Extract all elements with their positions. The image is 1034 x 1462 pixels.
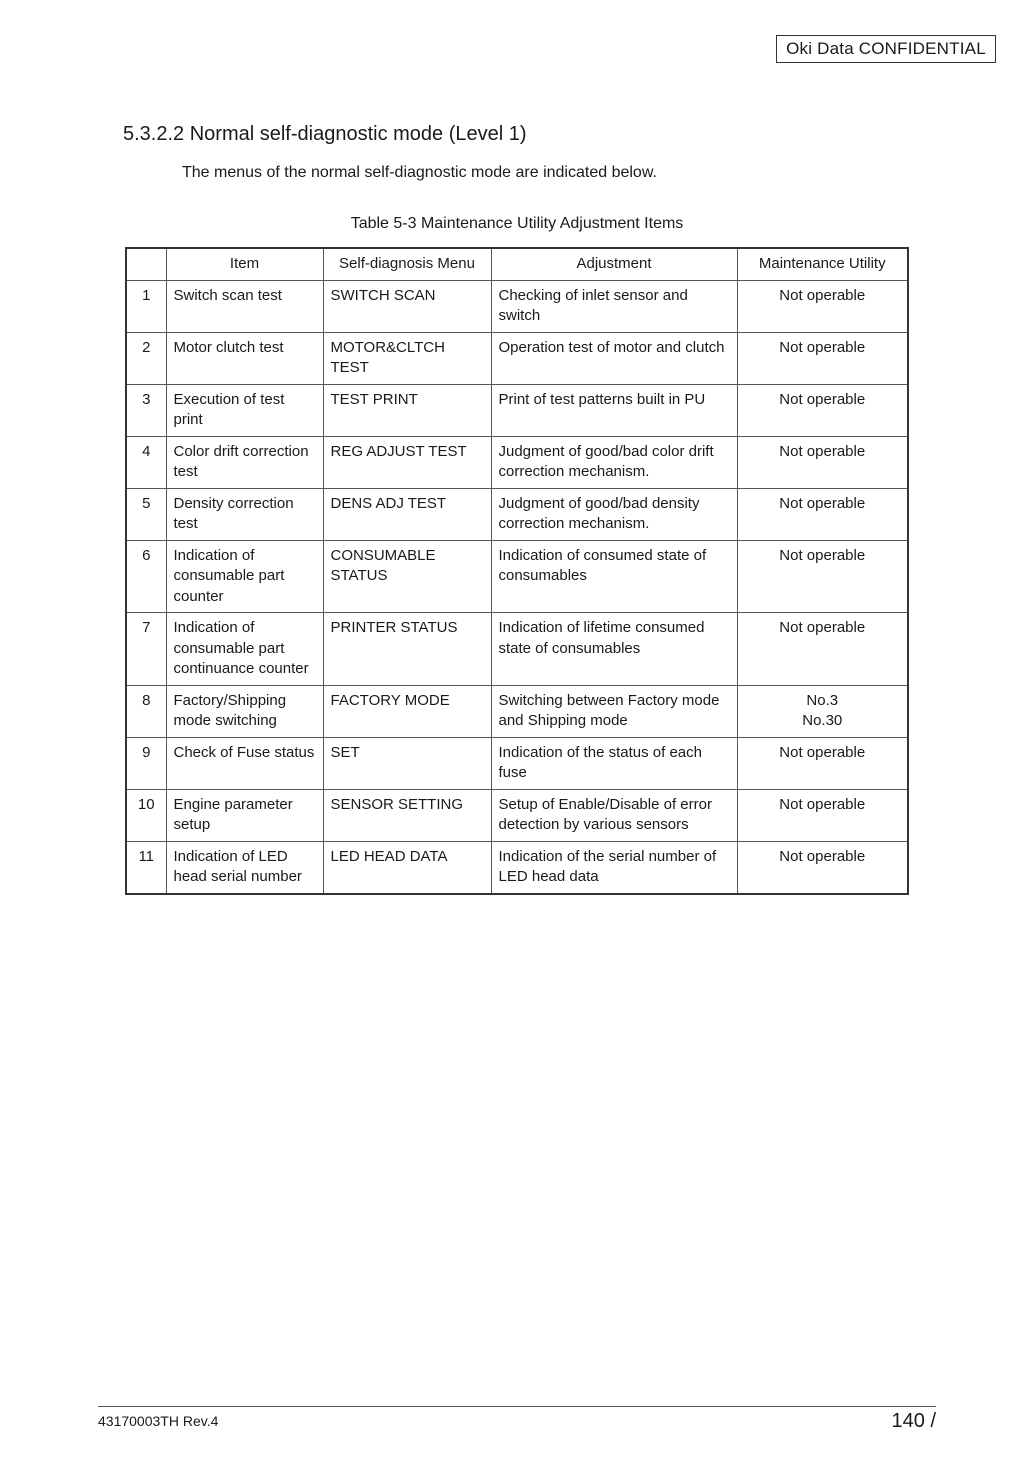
row-menu: MOTOR&CLTCH TEST xyxy=(323,332,491,384)
header-self-diagnosis-menu: Self-diagnosis Menu xyxy=(323,248,491,280)
row-adjustment: Indication of consumed state of consumables xyxy=(491,540,737,613)
row-number: 1 xyxy=(126,280,166,332)
row-adjustment: Operation test of motor and clutch xyxy=(491,332,737,384)
row-number: 5 xyxy=(126,488,166,540)
table-row xyxy=(126,737,908,789)
row-item: Color drift correction test xyxy=(166,436,323,488)
footer-page-number: 140 / xyxy=(891,1410,936,1432)
row-adjustment: Indication of lifetime consumed state of consumables xyxy=(491,613,737,686)
row-item: Factory/Shipping mode switching xyxy=(166,685,323,737)
table-row xyxy=(126,841,908,894)
table-row xyxy=(126,540,908,613)
row-menu: SENSOR SETTING xyxy=(323,789,491,841)
row-number: 2 xyxy=(126,332,166,384)
row-utility: Not operable xyxy=(737,384,908,436)
row-number: 3 xyxy=(126,384,166,436)
row-item: Engine parameter setup xyxy=(166,789,323,841)
table-row xyxy=(126,436,908,488)
row-number: 4 xyxy=(126,436,166,488)
row-item: Check of Fuse status xyxy=(166,737,323,789)
row-item: Indication of consumable part counter xyxy=(166,540,323,613)
table-row xyxy=(126,332,908,384)
row-menu: REG ADJUST TEST xyxy=(323,436,491,488)
header-item: Item xyxy=(166,248,323,280)
row-menu: DENS ADJ TEST xyxy=(323,488,491,540)
row-utility: Not operable xyxy=(737,488,908,540)
footer-document-id: 43170003TH Rev.4 xyxy=(98,1413,219,1429)
table-row xyxy=(126,613,908,686)
row-adjustment: Indication of the status of each fuse xyxy=(491,737,737,789)
row-utility: Not operable xyxy=(737,436,908,488)
table-row xyxy=(126,685,908,737)
row-adjustment: Indication of the serial number of LED head data xyxy=(491,841,737,894)
table-row xyxy=(126,789,908,841)
row-utility: Not operable xyxy=(737,280,908,332)
row-item: Execution of test print xyxy=(166,384,323,436)
row-adjustment: Judgment of good/bad color drift correction mechanism. xyxy=(491,436,737,488)
row-number: 7 xyxy=(126,613,166,686)
row-utility: Not operable xyxy=(737,841,908,894)
intro-text: The menus of the normal self-diagnostic mode are indicated below. xyxy=(182,164,657,181)
table-row xyxy=(126,280,908,332)
header-maintenance-utility: Maintenance Utility xyxy=(737,248,908,280)
footer-divider xyxy=(98,1406,936,1407)
row-adjustment: Checking of inlet sensor and switch xyxy=(491,280,737,332)
row-utility: Not operable xyxy=(737,332,908,384)
row-number: 9 xyxy=(126,737,166,789)
table-caption: Table 5-3 Maintenance Utility Adjustment Items xyxy=(350,215,684,232)
header-number xyxy=(126,248,166,280)
table-row xyxy=(126,384,908,436)
table-header-row xyxy=(126,248,908,280)
row-item: Indication of LED head serial number xyxy=(166,841,323,894)
row-number: 6 xyxy=(126,540,166,613)
row-utility xyxy=(737,685,908,737)
row-adjustment: Judgment of good/bad density correction mechanism. xyxy=(491,488,737,540)
confidential-label: Oki Data CONFIDENTIAL xyxy=(776,35,996,63)
row-number: 8 xyxy=(126,685,166,737)
maintenance-utility-table xyxy=(125,247,909,895)
row-menu: SWITCH SCAN xyxy=(323,280,491,332)
row-menu: SET xyxy=(323,737,491,789)
row-number: 10 xyxy=(126,789,166,841)
row-utility: Not operable xyxy=(737,737,908,789)
row-utility: Not operable xyxy=(737,789,908,841)
row-adjustment: Print of test patterns built in PU xyxy=(491,384,737,436)
row-utility-line-1: No.3 xyxy=(806,691,839,709)
row-item: Switch scan test xyxy=(166,280,323,332)
row-menu: PRINTER STATUS xyxy=(323,613,491,686)
row-number: 11 xyxy=(126,841,166,894)
row-adjustment: Setup of Enable/Disable of error detection by various sensors xyxy=(491,789,737,841)
row-adjustment: Switching between Factory mode and Shipping mode xyxy=(491,685,737,737)
row-utility-line-2: No.30 xyxy=(802,712,843,729)
row-menu: FACTORY MODE xyxy=(323,685,491,737)
row-item: Density correction test xyxy=(166,488,323,540)
row-utility: Not operable xyxy=(737,540,908,613)
row-item: Motor clutch test xyxy=(166,332,323,384)
row-item: Indication of consumable part continuance counter xyxy=(166,613,323,686)
header-adjustment: Adjustment xyxy=(491,248,737,280)
row-utility: Not operable xyxy=(737,613,908,686)
row-menu: TEST PRINT xyxy=(323,384,491,436)
table-row xyxy=(126,488,908,540)
row-menu: LED HEAD DATA xyxy=(323,841,491,894)
section-title: 5.3.2.2 Normal self-diagnostic mode (Level 1) xyxy=(123,123,527,145)
row-menu: CONSUMABLE STATUS xyxy=(323,540,491,613)
